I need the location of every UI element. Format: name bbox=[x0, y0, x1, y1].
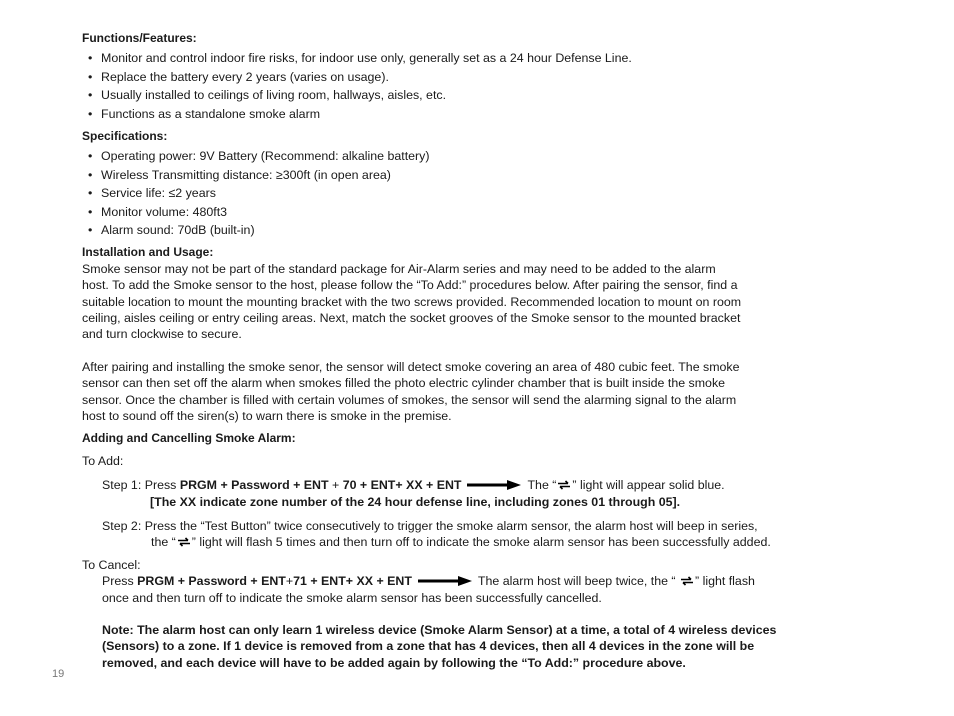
step-1-keys-b: 70 + ENT+ XX + ENT bbox=[342, 478, 462, 493]
list-item: • Replace the battery every 2 years (varies on usage). bbox=[82, 68, 922, 86]
text-line: sensor can then set off the alarm when smokes filled the photo electric cylinder chamber that is built inside the smoke bbox=[82, 376, 726, 391]
step-1-prefix: Step 1: Press bbox=[102, 478, 180, 493]
cancel-after-post: ” light flash bbox=[695, 574, 755, 589]
cancel-line-2: once and then turn off to indicate the smoke alarm sensor has been successfully cancelled. bbox=[102, 590, 602, 605]
cancel-after-pre: The alarm host will beep twice, the “ bbox=[477, 574, 679, 589]
text-line: host to sound off the siren(s) to warn there is smoke in the premise. bbox=[82, 408, 452, 423]
cancel-keys-b: 71 + ENT+ XX + ENT bbox=[293, 574, 412, 589]
wireless-signal-icon bbox=[680, 576, 694, 586]
step-2-post: ” light will flash 5 times and then turn off to indicate the smoke alarm sensor has been successfully added. bbox=[191, 535, 771, 550]
text-line: After pairing and installing the smoke senor, the sensor will detect smoke covering an area of 480 cubic feet. The smoke bbox=[82, 359, 740, 374]
text-line: Smoke sensor may not be part of the standard package for Air-Alarm series and may need to be added to the alarm bbox=[82, 261, 716, 276]
step-1 bbox=[102, 477, 922, 510]
text-line: (Sensors) to a zone. If 1 device is removed from a zone that has 4 devices, then all 4 devices in the zone will be bbox=[102, 639, 755, 654]
cancel-prefix: Press bbox=[102, 574, 138, 589]
list-item: • Functions as a standalone smoke alarm bbox=[82, 105, 922, 123]
cancel-plus: + bbox=[285, 574, 294, 589]
list-item: • Wireless Transmitting distance: ≥300ft (in open area) bbox=[82, 166, 922, 184]
specifications-list bbox=[82, 147, 922, 239]
cancel-instructions bbox=[102, 573, 922, 671]
step-2-pre: the “ bbox=[151, 535, 176, 550]
step-1-line bbox=[102, 477, 922, 493]
to-add-label: To Add: bbox=[82, 453, 124, 468]
installation-paragraph-2 bbox=[82, 359, 922, 425]
text-line: ceiling, aisles ceiling or entry ceiling areas. Next, match the socket grooves of the Smoke sensor to the mounted bracket bbox=[82, 310, 741, 325]
list-item: • Alarm sound: 70dB (built-in) bbox=[82, 221, 922, 239]
text-line: Note: The alarm host can only learn 1 wireless device (Smoke Alarm Sensor) at a time, a total of 4 wireless devices bbox=[102, 623, 777, 638]
list-item: • Operating power: 9V Battery (Recommend: alkaline battery) bbox=[82, 147, 922, 165]
list-item: • Monitor and control indoor fire risks, for indoor use only, generally set as a 24 hour Defense Line. bbox=[82, 49, 922, 67]
text-line: removed, and each device will have to be added again by following the “To Add:” procedure above. bbox=[102, 655, 686, 670]
step-1-keys-a: PRGM + Password + ENT bbox=[179, 478, 329, 493]
step-2-line-2 bbox=[151, 534, 922, 550]
step-1-after-post: ” light will appear solid blue. bbox=[572, 478, 725, 493]
step-1-plus: + bbox=[328, 478, 343, 493]
text-line: and turn clockwise to secure. bbox=[82, 327, 242, 342]
installation-paragraph-1 bbox=[82, 261, 922, 343]
step-2 bbox=[102, 518, 922, 551]
installation-heading: Installation and Usage: bbox=[82, 245, 214, 260]
text-line: suitable location to mount the mounting bracket with the two screws provided. Recommended location to mount on room bbox=[82, 294, 742, 309]
wireless-signal-icon bbox=[557, 480, 571, 490]
functions-heading: Functions/Features: bbox=[82, 31, 197, 45]
specifications-heading: Specifications: bbox=[82, 128, 168, 143]
text-line: host. To add the Smoke sensor to the host, please follow the “To Add:” procedures below. After pairing the sensor, find a bbox=[82, 278, 738, 293]
manual-page bbox=[82, 30, 922, 671]
step-1-after-pre: The “ bbox=[527, 478, 557, 493]
right-arrow-icon bbox=[467, 480, 521, 490]
text-line: sensor. Once the chamber is filled with certain volumes of smokes, the sensor will send the alarming signal to the alarm bbox=[82, 392, 737, 407]
adding-cancelling-heading: Adding and Cancelling Smoke Alarm: bbox=[82, 431, 296, 446]
step-1-note: [The XX indicate zone number of the 24 hour defense line, including zones 01 through 05]. bbox=[150, 494, 681, 509]
list-item: • Service life: ≤2 years bbox=[82, 184, 922, 202]
wireless-signal-icon bbox=[177, 537, 191, 547]
cancel-line-1 bbox=[102, 573, 922, 589]
functions-list bbox=[82, 49, 922, 123]
page-number: 19 bbox=[52, 668, 65, 680]
to-cancel-label: To Cancel: bbox=[82, 557, 141, 572]
list-item: • Monitor volume: 480ft3 bbox=[82, 203, 922, 221]
step-2-line-1: Step 2: Press the “Test Button” twice consecutively to trigger the smoke alarm sensor, the alarm host will beep in series, bbox=[102, 519, 758, 534]
list-item: • Usually installed to ceilings of living room, hallways, aisles, etc. bbox=[82, 86, 922, 104]
right-arrow-icon bbox=[418, 576, 472, 586]
note-paragraph bbox=[102, 622, 922, 671]
cancel-keys-a: PRGM + Password + ENT bbox=[137, 574, 286, 589]
